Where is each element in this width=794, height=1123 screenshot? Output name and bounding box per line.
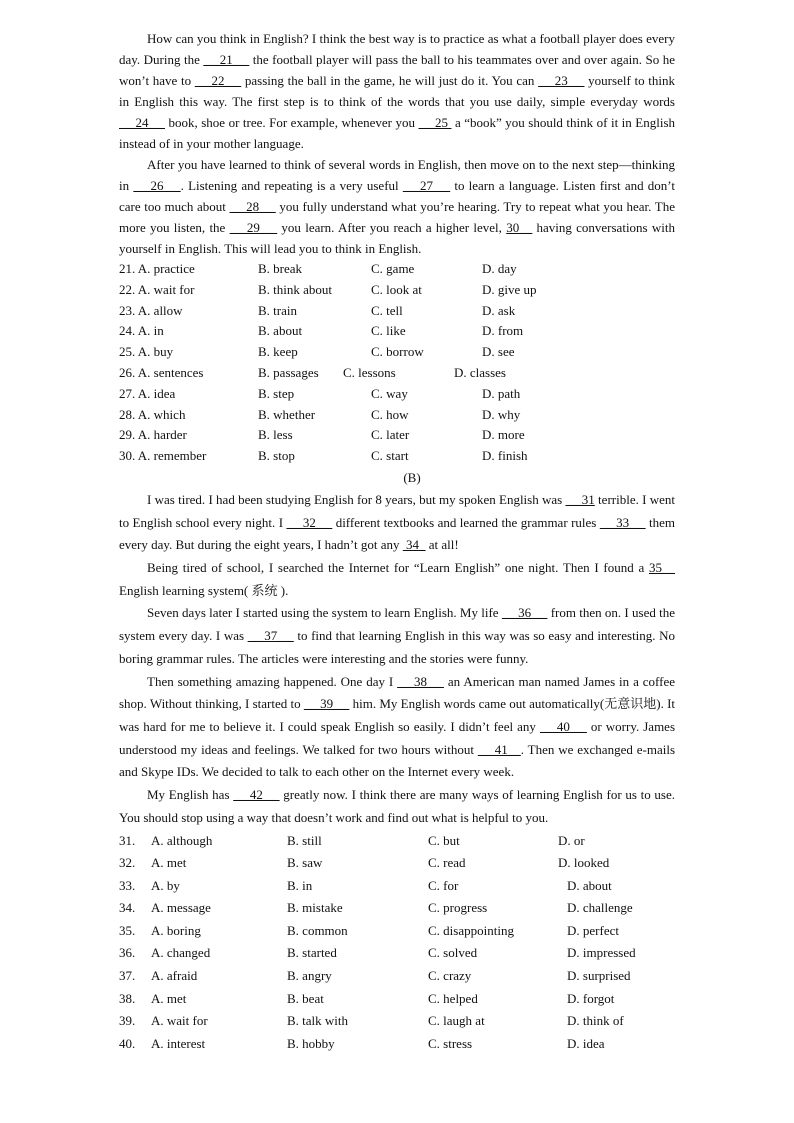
- option-b: B. mistake: [287, 900, 343, 916]
- options-a-list: [119, 259, 675, 467]
- option-c: C. like: [371, 323, 406, 339]
- option-a: A. met: [151, 855, 187, 871]
- option-row: [119, 942, 675, 965]
- option-c: C. lessons: [343, 364, 396, 380]
- option-d: D. impressed: [567, 945, 636, 961]
- answer-blank: __25: [418, 115, 452, 130]
- option-b: B. saw: [287, 855, 323, 871]
- option-c: C. stress: [428, 1035, 473, 1051]
- answer-blank: __39__: [303, 696, 350, 712]
- answer-blank: __31: [565, 491, 595, 507]
- option-b: B. less: [258, 427, 293, 443]
- answer-blank: __27__: [402, 178, 451, 193]
- section-b-label: (B): [403, 469, 421, 485]
- option-row: [119, 897, 675, 920]
- option-b: B. angry: [287, 968, 332, 984]
- option-row: [119, 259, 675, 280]
- option-b: B. whether: [258, 406, 316, 422]
- passage-text: I was tired. I had been studying English for 8 years, but my spoken English was: [147, 491, 566, 507]
- option-c: C. progress: [428, 900, 488, 916]
- option-c: C. later: [371, 427, 410, 443]
- option-a: A. wait for: [151, 1013, 208, 1029]
- question-number: 36.: [119, 945, 136, 961]
- option-d: D. think of: [567, 1013, 624, 1029]
- option-row: [119, 1010, 675, 1033]
- option-c: C. crazy: [428, 968, 472, 984]
- passage-text: terrible. I went to English school every night. I: [119, 491, 675, 530]
- option-row: [119, 830, 675, 853]
- answer-blank: __23__: [538, 73, 585, 88]
- passage-text: How can you think in English? I think the best way is to practice as what a football player does every day. During the: [119, 31, 675, 67]
- option-d: D. about: [567, 877, 612, 893]
- option-a: 26. A. sentences: [119, 364, 204, 380]
- passage-b: [119, 489, 675, 830]
- option-row: [119, 1033, 675, 1056]
- option-a: A. although: [151, 832, 213, 848]
- option-b: B. about: [258, 323, 303, 339]
- option-c: C. tell: [371, 302, 403, 318]
- answer-blank: 35__: [649, 560, 675, 576]
- passage-text: to find that learning English in this way was so easy and interesting. No boring grammar rules. The articles were interesting and the stories were funny.: [119, 628, 676, 666]
- question-number: 40.: [119, 1035, 136, 1051]
- option-a: 28. A. which: [119, 406, 186, 422]
- passage-text: yourself to think in English this way. The first step is to think of the words that you use daily, simple everyday words: [119, 73, 675, 109]
- passage-text: at all!: [425, 537, 459, 553]
- question-number: 31.: [119, 832, 136, 848]
- option-a: 22. A. wait for: [119, 281, 195, 297]
- option-b: B. hobby: [287, 1035, 335, 1051]
- passage-b-paragraph-1: [119, 489, 675, 557]
- passage-text: you fully understand what you’re hearing. Try to repeat what you hear. The more you listen, the: [119, 199, 675, 235]
- document-page: [119, 28, 675, 1055]
- passage-text: different textbooks and learned the grammar rules: [332, 514, 600, 530]
- option-d: D. why: [482, 406, 521, 422]
- option-row: [119, 965, 675, 988]
- option-b: B. common: [287, 922, 348, 938]
- answer-blank: __22__: [194, 73, 242, 88]
- option-a: 29. A. harder: [119, 427, 187, 443]
- option-c: C. laugh at: [428, 1013, 485, 1029]
- question-number: 37.: [119, 968, 136, 984]
- answer-blank: __28__: [229, 199, 276, 214]
- option-row: [119, 852, 675, 875]
- question-number: 35.: [119, 922, 136, 938]
- option-a: 27. A. idea: [119, 385, 176, 401]
- answer-blank: __32__: [286, 514, 333, 530]
- option-d: D. challenge: [567, 900, 633, 916]
- passage-b-paragraph-3: [119, 602, 675, 670]
- passage-text: Then something amazing happened. One day I: [147, 673, 398, 689]
- option-d: D. classes: [454, 364, 506, 380]
- answer-blank: __38__: [397, 673, 444, 689]
- option-a: A. by: [151, 877, 180, 893]
- option-c: C. but: [428, 832, 460, 848]
- question-number: 34.: [119, 900, 136, 916]
- answer-blank: __26__: [133, 178, 181, 193]
- option-b: B. step: [258, 385, 295, 401]
- option-a: A. changed: [151, 945, 211, 961]
- passage-text: you learn. After you reach a higher level,: [277, 220, 507, 235]
- passage-text: book, shoe or tree. For example, whenever you: [165, 115, 419, 130]
- option-c: C. how: [371, 406, 409, 422]
- option-b: B. keep: [258, 344, 298, 360]
- passage-text: English learning system( 系统 ).: [119, 582, 289, 598]
- passage-text: to learn a language. Listen first and don’t care too much about: [119, 178, 675, 214]
- option-c: C. disappointing: [428, 922, 514, 938]
- option-c: C. for: [428, 877, 459, 893]
- option-d: D. more: [482, 427, 525, 443]
- answer-blank: __29__: [229, 220, 278, 235]
- option-a: 30. A. remember: [119, 448, 207, 464]
- passage-a-paragraph-2: [119, 154, 675, 259]
- option-a: 25. A. buy: [119, 344, 174, 360]
- passage-text: or worry. James understood my ideas and feelings. We talked for two hours without: [119, 719, 676, 757]
- passage-text: the football player will pass the ball to his teammates over and over again. So he won’t have to: [119, 52, 675, 88]
- option-b: B. talk with: [287, 1013, 349, 1029]
- option-c: C. solved: [428, 945, 478, 961]
- passage-text: having conversations with yourself in English. This will lead you to think in English.: [119, 220, 675, 256]
- passage-text: him. My English words came out automatically(无意识地). It was hard for me to believe it. I could speak English so easily. I didn’t feel any: [119, 696, 676, 734]
- option-c: C. look at: [371, 281, 422, 297]
- answer-blank: __37__: [247, 628, 294, 644]
- option-b: B. still: [287, 832, 322, 848]
- option-c: C. game: [371, 261, 415, 276]
- option-row: [119, 446, 675, 467]
- option-b: B. beat: [287, 990, 324, 1006]
- option-d: D. ask: [482, 302, 516, 318]
- option-c: C. borrow: [371, 344, 424, 360]
- option-d: D. give up: [482, 281, 537, 297]
- option-row: [119, 425, 675, 446]
- answer-blank: __41__: [477, 741, 521, 757]
- option-a: A. message: [151, 900, 211, 916]
- option-d: D. forgot: [567, 990, 615, 1006]
- option-row: [119, 342, 675, 363]
- passage-text: an American man named James in a coffee shop. Without thinking, I started to: [119, 673, 675, 712]
- option-a: A. boring: [151, 922, 201, 938]
- option-a: A. interest: [151, 1035, 206, 1051]
- question-number: 38.: [119, 990, 136, 1006]
- question-number: 32.: [119, 855, 136, 871]
- question-number: 39.: [119, 1013, 136, 1029]
- option-d: D. or: [558, 832, 585, 848]
- passage-b-paragraph-4: [119, 671, 675, 785]
- passage-text: them every day. But during the eight years, I hadn’t got any: [119, 514, 676, 553]
- passage-text: Seven days later I started using the system to learn English. My life: [147, 605, 502, 621]
- passage-text: After you have learned to think of several words in English, then move on to the next step—thinking in: [119, 157, 675, 193]
- option-row: [119, 988, 675, 1011]
- option-row: [119, 384, 675, 405]
- option-row: [119, 405, 675, 426]
- question-number: 33.: [119, 877, 136, 893]
- answer-blank: __33__: [599, 514, 646, 530]
- passage-text: My English has: [147, 787, 234, 803]
- passage-text: greatly now. I think there are many ways of learning English for us to use. You should stop using a way that doesn’t work and find out what is helpful to you.: [119, 787, 675, 825]
- answer-blank: __36__: [501, 605, 548, 621]
- answer-blank: 30__: [506, 220, 533, 235]
- option-row: [119, 321, 675, 342]
- answer-blank: __21__: [203, 52, 250, 67]
- option-b: B. in: [287, 877, 313, 893]
- option-d: D. day: [482, 261, 517, 276]
- answer-blank: __40__: [539, 719, 587, 734]
- option-c: C. helped: [428, 990, 478, 1006]
- passage-text: . Listening and repeating is a very useful: [180, 178, 403, 193]
- option-d: D. looked: [558, 855, 610, 871]
- option-b: B. think about: [258, 281, 333, 297]
- passage-text: a “book” you should think of it in English instead of in your mother language.: [119, 115, 676, 151]
- passage-text: from then on. I used the system every day. I was: [119, 605, 676, 644]
- option-a: 21. A. practice: [119, 261, 195, 276]
- option-a: 23. A. allow: [119, 302, 183, 318]
- option-d: D. surprised: [567, 968, 631, 984]
- passage-b-paragraph-5: [119, 784, 675, 829]
- option-d: D. path: [482, 385, 521, 401]
- option-d: D. finish: [482, 448, 528, 464]
- option-row: [119, 301, 675, 322]
- option-row: [119, 920, 675, 943]
- option-c: C. way: [371, 385, 408, 401]
- option-a: A. met: [151, 990, 187, 1006]
- option-b: B. train: [258, 302, 297, 318]
- option-row: [119, 280, 675, 301]
- option-a: 24. A. in: [119, 323, 164, 339]
- option-a: A. afraid: [151, 968, 198, 984]
- option-b: B. passages: [258, 364, 319, 380]
- option-b: B. started: [287, 945, 337, 961]
- passage-a-paragraph-1: [119, 28, 675, 154]
- answer-blank: __24__: [119, 115, 165, 130]
- option-row: [119, 875, 675, 898]
- passage-text: Being tired of school, I searched the Internet for “Learn English” one night. Then I found a: [147, 560, 649, 576]
- option-row: [119, 363, 675, 384]
- option-d: D. perfect: [567, 922, 619, 938]
- option-d: D. idea: [567, 1035, 605, 1051]
- answer-blank: 34_: [402, 537, 426, 553]
- option-d: D. see: [482, 344, 515, 360]
- option-b: B. stop: [258, 448, 295, 464]
- passage-b-paragraph-2: [119, 557, 675, 602]
- option-c: C. start: [371, 448, 409, 464]
- options-b-list: [119, 830, 675, 1056]
- answer-blank: __42__: [233, 787, 280, 803]
- option-c: C. read: [428, 855, 466, 871]
- passage-text: passing the ball in the game, he will just do it. You can: [241, 73, 539, 88]
- option-d: D. from: [482, 323, 524, 339]
- passage-text: . Then we exchanged e-mails and Skype IDs. We decided to talk to each other on the Internet every week.: [119, 741, 675, 780]
- option-b: B. break: [258, 261, 303, 276]
